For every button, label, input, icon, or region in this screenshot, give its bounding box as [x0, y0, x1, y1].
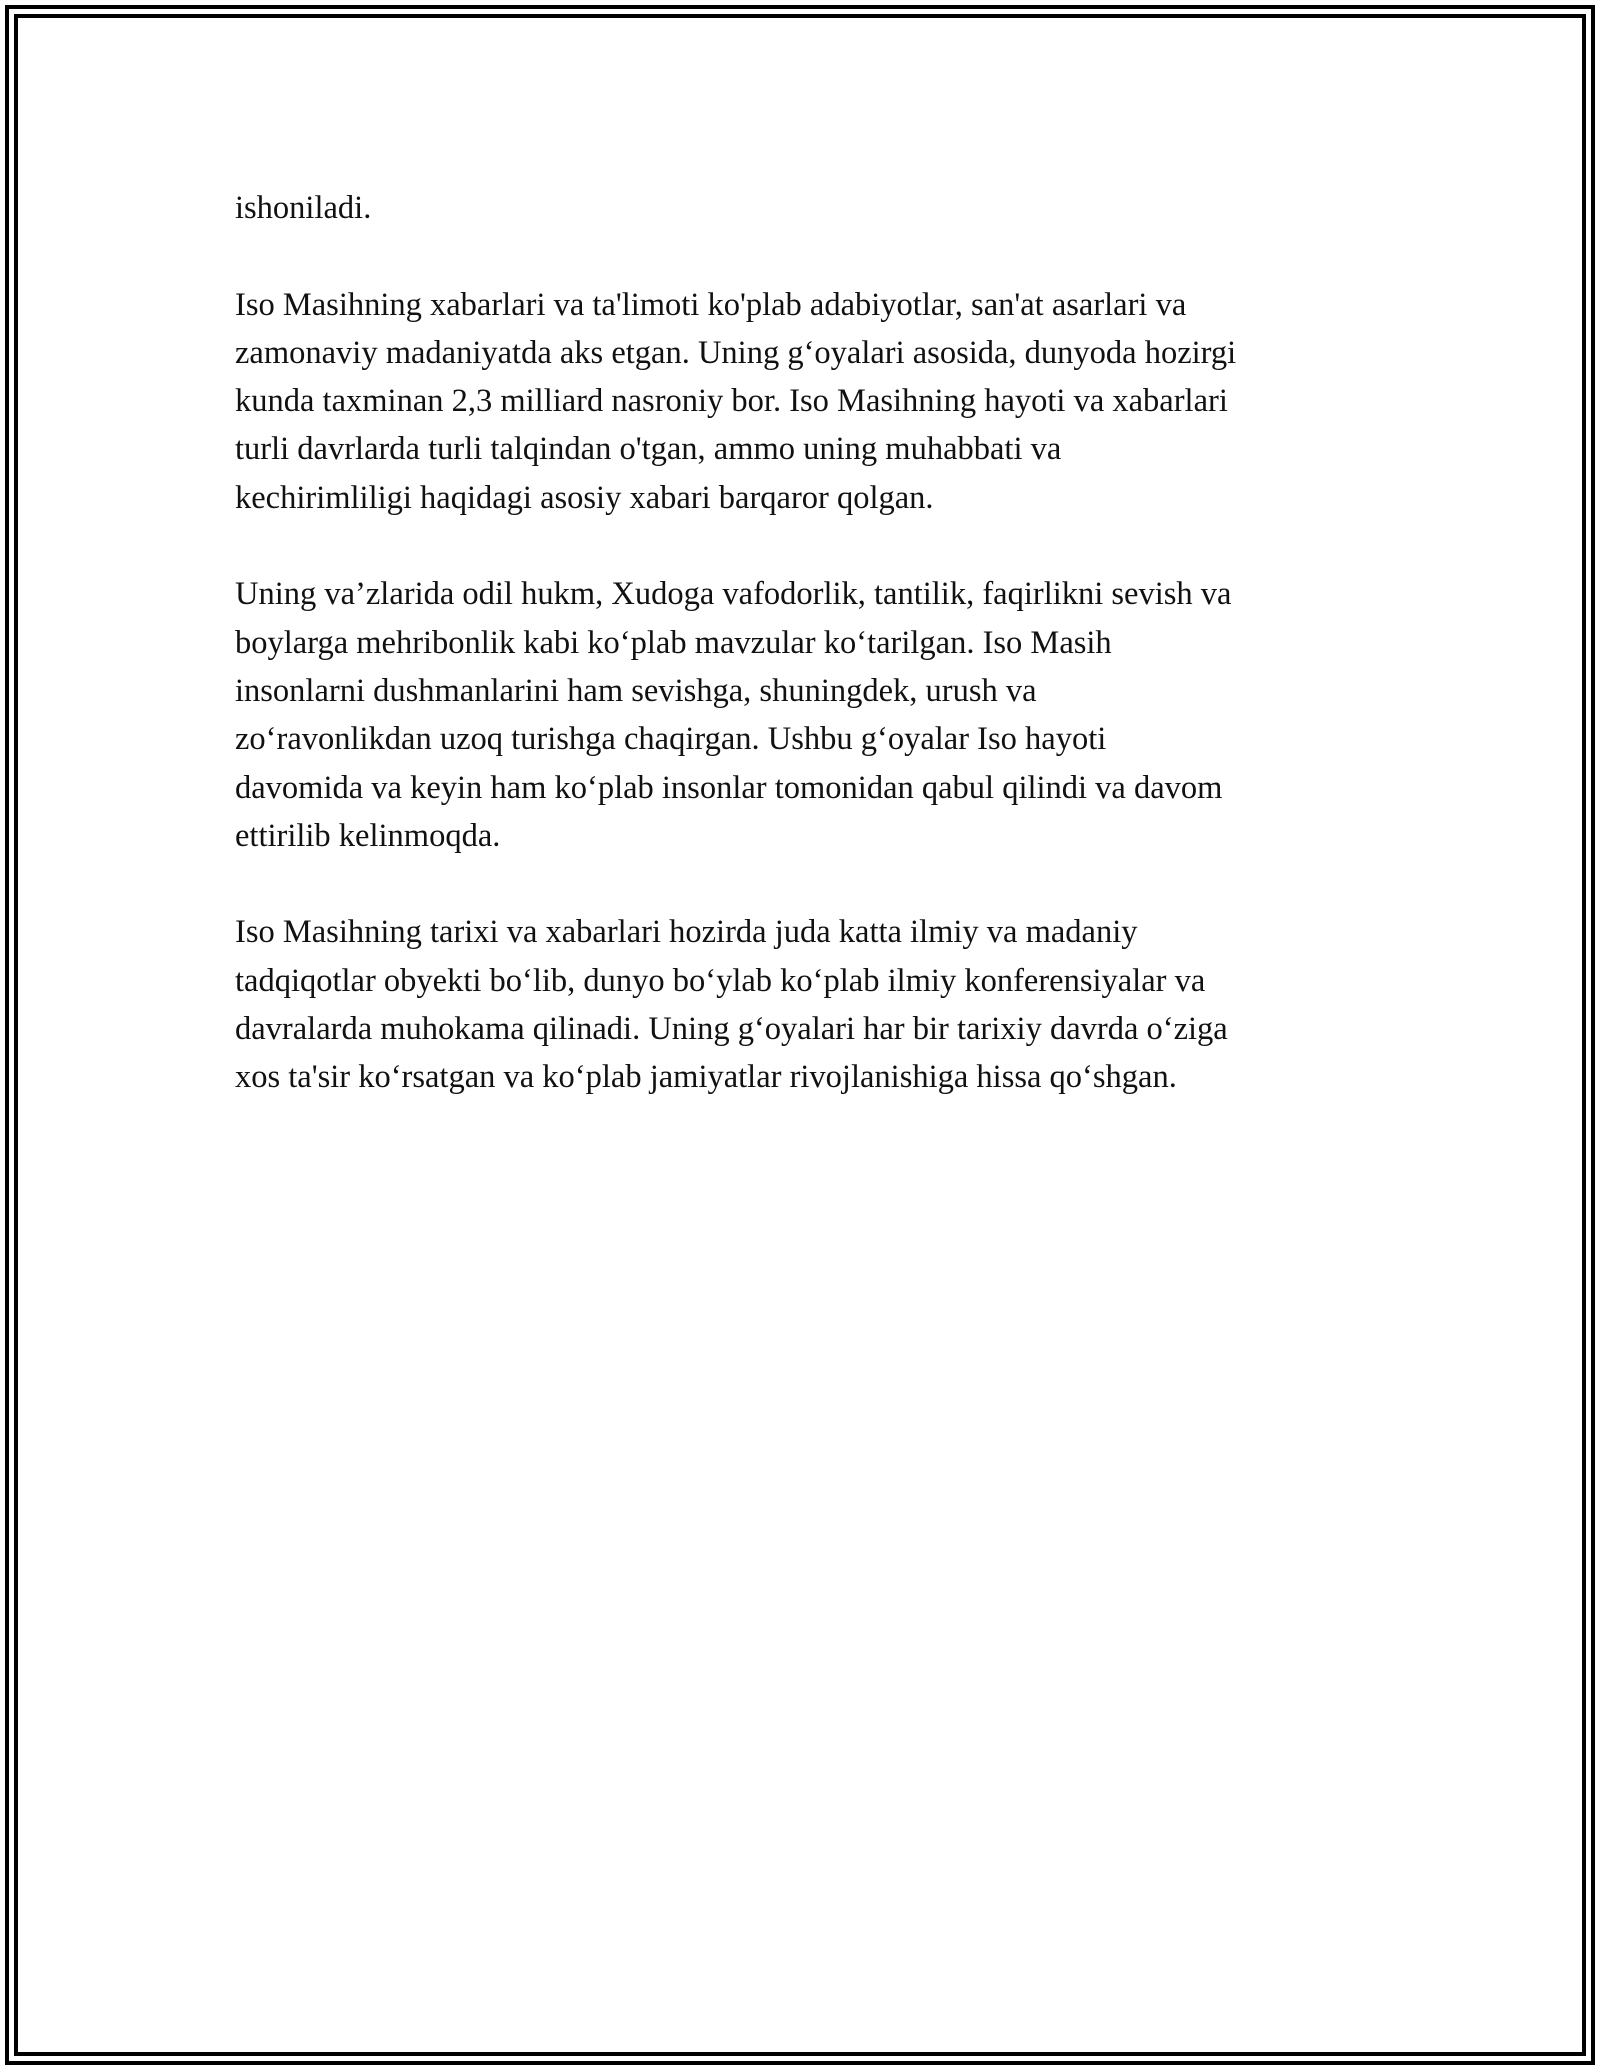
paragraph-continuation: ishoniladi.	[235, 190, 372, 226]
paragraph-teachings-influence: Iso Masihning xabarlari va ta'limoti ko'plab adabiyotlar, san'at asarlari va zamonaviy madaniyatda aks etgan. Uning g‘oyalari asosida, dunyoda hozirgi kunda taxminan 2,3 milliard nasroniy bor. Iso Masihning hayoti va xabarlari turli davrlarda turli talqindan o'tgan, ammo uning muhabbati va kechirimliligi haqidagi asosiy xabari barqaror qolgan.	[235, 286, 1237, 516]
paragraph-sermon-themes: Uning va’zlarida odil hukm, Xudoga vafodorlik, tantilik, faqirlikni sevish va boylarga mehribonlik kabi ko‘plab mavzular ko‘tarilgan. Iso Masih insonlarni dushmanlarini ham sevishga, shuningdek, urush va zo‘ravonlikdan uzoq turishga chaqirgan. Ushbu g‘oyalar Iso hayoti davomida va keyin ham ko‘plab insonlar tomonidan qabul qilindi va davom ettirilib kelinmoqda.	[235, 576, 1232, 854]
document-body	[235, 184, 1375, 1150]
paragraph-research: Iso Masihning tarixi va xabarlari hozirda juda katta ilmiy va madaniy tadqiqotlar obyekti bo‘lib, dunyo bo‘ylab ko‘plab ilmiy konferensiyalar va davralarda muhokama qilinadi. Uning g‘oyalari har bir tarixiy davrda o‘ziga xos ta'sir ko‘rsatgan va ko‘plab jamiyatlar rivojlanishiga hissa qo‘shgan.	[235, 914, 1228, 1096]
